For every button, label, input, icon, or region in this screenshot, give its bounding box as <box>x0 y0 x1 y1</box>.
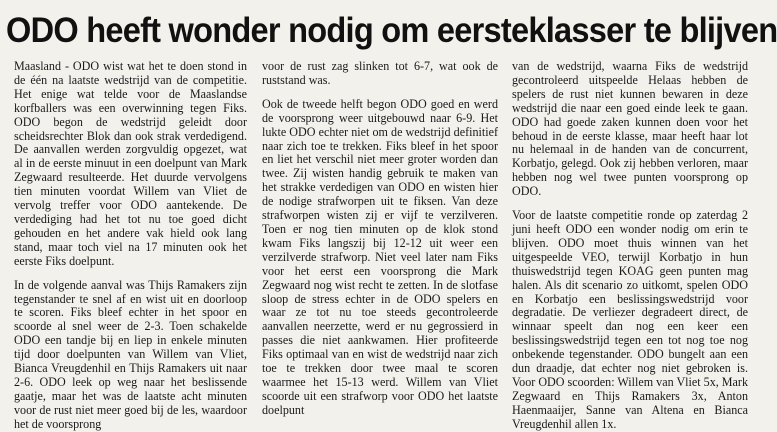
article-column-2 <box>262 60 498 422</box>
paragraph: voor de rust zag slinken tot 6-7, wat ook de ruststand was. <box>262 59 498 87</box>
paragraph: Ook de tweede helft begon ODO goed en werd de voorsprong weer uitgebouwd naar 6-9. Het lukte ODO echter niet om de wedstrijd definitief naar zich toe te trekken. Fiks bleef in het spoor en liet het verschil niet meer groter worden dan twee. Zij wisten handig gebruik te maken van het strakke verdedigen van ODO en wisten hier de nodige strafworpen uit te fiksen. Van deze strafworpen wisten zij er vijf te verzilveren. Toen er nog tien minuten op de klok stond kwam Fiks langszij bij 12-12 uit weer een verzilverde strafworp. Niet veel later nam Fiks voor het eerst een voorsprong die Mark Zegwaard nog wist recht te zetten. In de slotfase sloop de stress echter in de ODO spelers en waar ze tot nu toe steeds gecontroleerde aanvallen neerzette, werd er nu gegrossierd in passes die niet aankwamen. Hier profiteerde Fiks optimaal van en wist de wedstrijd naar zich toe te trekken door twee maal te scoren waarmee het 15-13 werd. Willem van Vliet scoorde uit een strafworp voor ODO het laatste doelpunt <box>262 96 498 417</box>
paragraph: van de wedstrijd, waarna Fiks de wedstrijd gecontroleerd uitspeelde Helaas hebben de spelers de rust niet kunnen bewaren in deze wedstrijd die naar een goed einde leek te gaan. ODO had goede zaken kunnen doen voor het behoud in de eerste klasse, maar heeft haar lot nu helemaal in de handen van de concurrent, Korbatjo, gelegd. Ook zij hebben verloren, maar hebben nog wel twee punten voorsprong op ODO. <box>512 59 748 199</box>
paragraph: Maasland - ODO wist wat het te doen stond in de één na laatste wedstrijd van de competitie. Het enige wat telde voor de Maaslandse korfballers was een overwinning tegen Fiks. ODO begon de wedstrijd geleidt door scheidsrechter Blok dan ook strak verdedigend. De aanvallen werden zorgvuldig opgezet, wat al in de eerste minuut in een doelpunt van Mark Zegwaard resulteerde. Het duurde vervolgens tien minuten voordat Willem van Vliet de vervolg treffer voor ODO aantekende. De verdediging had het tot nu toe goed dicht gehouden en het andere vak hield ook lang stand, maar toch viel na 17 minuten ook het eerste Fiks doelpunt. <box>14 59 247 268</box>
article-column-1 <box>14 59 247 431</box>
paragraph: Voor de laatste competitie ronde op zaterdag 2 juni heeft ODO een wonder nodig om erin te blijven. ODO moet thuis winnen van het uitgespeelde VEO, terwijl Korbatjo in hun thuiswedstrijd tegen KOAG geen punten mag halen. Als dit scenario zo uitkomt, spelen ODO en Korbatjo een beslissingswedstrijd voor degradatie. De verliezer degradeert direct, de winnaar speelt dan nog een keer een beslissingswedstrijd tegen een tot nog toe nog onbekende tegenstander. ODO bungelt aan een dun draadje, dat echter nog niet gebroken is. Voor ODO scoorden: Willem van Vliet 5x, Mark Zegwaard en Thijs Ramakers 3x, Anton Haenmaaijer, Sanne van Altena en Bianca Vreugdenhil allen 1x. <box>512 208 748 431</box>
article-column-3 <box>512 59 748 431</box>
paragraph: In de volgende aanval was Thijs Ramakers zijn tegenstander te snel af en wist uit en doorloop te scoren. Fiks bleef echter in het spoor en scoorde al snel weer de 2-3. Toen schakelde ODO een tandje bij en liep in enkele minuten tijd door doelpunten van Willem van Vliet, Bianca Vreugdenhil en Thijs Ramakers uit naar 2-6. ODO leek op weg naar het beslissende gaatje, maar het was de laatste acht minuten voor de rust niet meer goed bij de les, waardoor het de voorsprong <box>14 277 247 431</box>
headline: ODO heeft wonder nodig om eersteklasser te blijven <box>6 11 777 50</box>
